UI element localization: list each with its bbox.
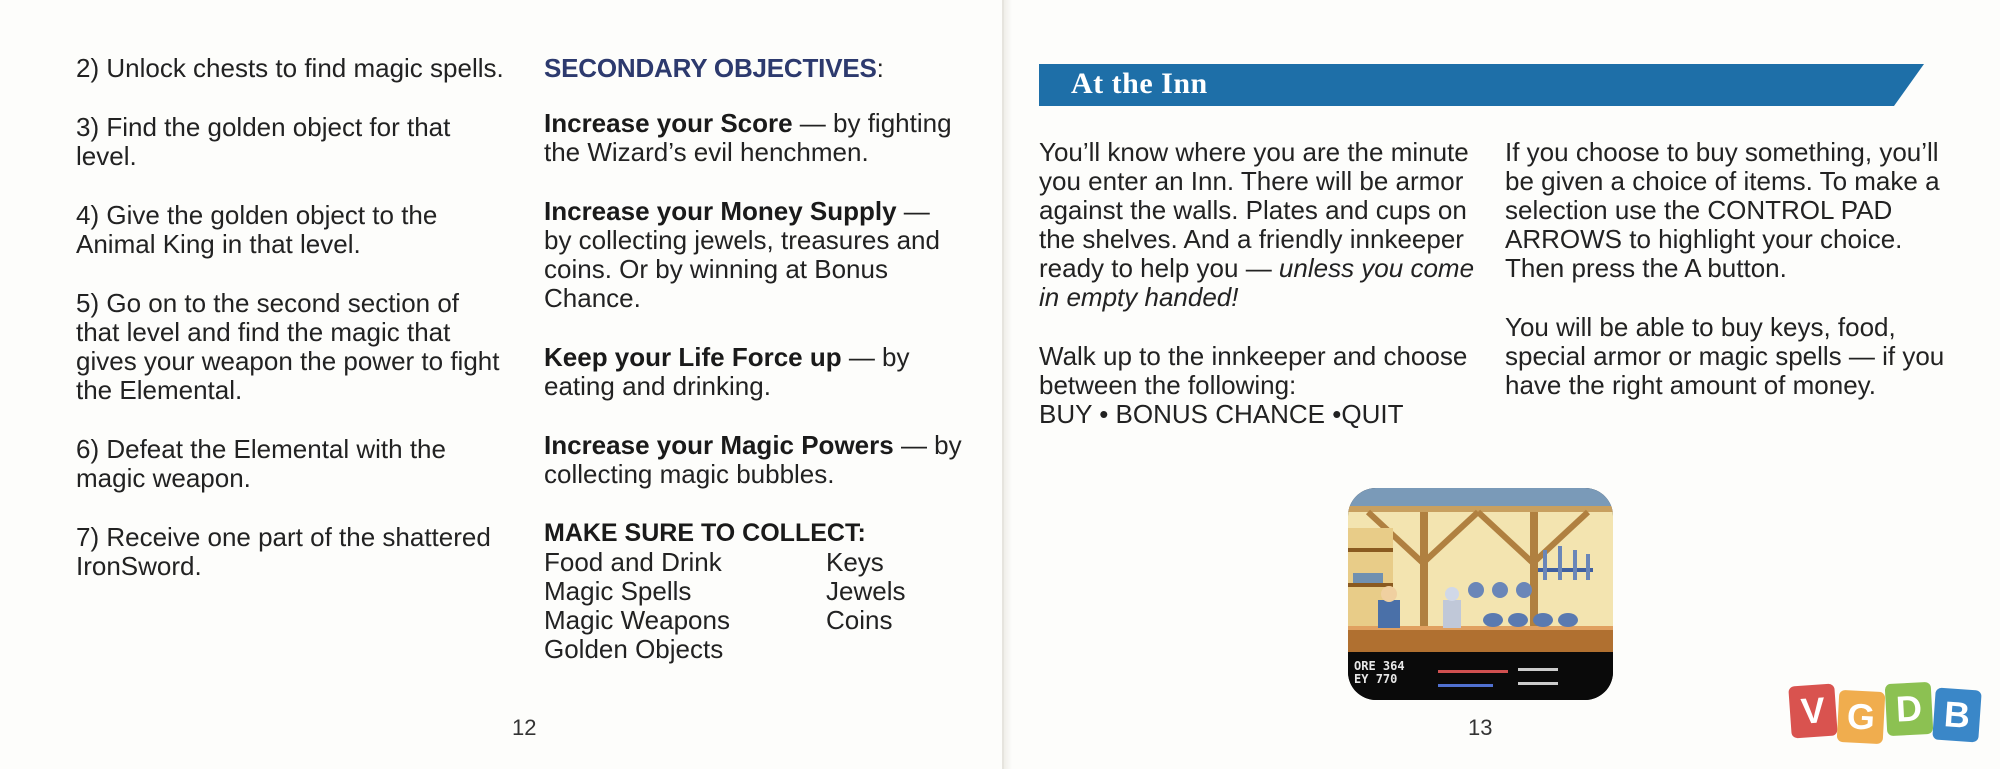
hud-money-value: 770 (1375, 672, 1398, 686)
inn-intro-paragraph (1039, 138, 1479, 312)
left-column-objectives (544, 54, 964, 664)
secondary-heading-colon: : (876, 53, 884, 83)
collect-item: Keys (826, 547, 884, 577)
collect-list (544, 548, 964, 664)
objective-money-title: Increase your Money Supply (544, 196, 897, 226)
step-4: 4) Give the golden object to the Animal King in that level. (76, 200, 438, 259)
objective-score (544, 109, 964, 167)
objective-life-text: — by eating and drinking. (544, 342, 910, 401)
items-paragraph: You will be able to buy keys, food, special armor or magic spells — if you have the right amount of money. (1505, 312, 1945, 400)
step-5: 5) Go on to the second section of that level and find the magic that gives your weapon the power to fight the Elemental. (76, 288, 500, 405)
logo-letter: B (1932, 687, 1982, 742)
collect-heading: MAKE SURE TO COLLECT: (544, 519, 866, 547)
left-column-steps (76, 54, 506, 611)
objective-magic (544, 431, 964, 489)
right-column-1 (1039, 138, 1479, 459)
page-number-right: 13 (1468, 715, 1493, 740)
hud-score-label: ORE (1354, 659, 1376, 673)
objective-life-title: Keep your Life Force up (544, 342, 842, 372)
step-2: 2) Unlock chests to find magic spells. (76, 53, 504, 83)
hud-score-value: 364 (1382, 659, 1405, 673)
logo-letter: G (1837, 690, 1886, 744)
banner-title: At the Inn (1071, 67, 1208, 100)
page-gutter-shadow (1004, 0, 1012, 769)
secondary-objectives-heading (544, 54, 964, 83)
collect-item: Coins (826, 605, 893, 635)
step-6: 6) Defeat the Elemental with the magic weapon. (76, 434, 446, 493)
collect-item: Food and Drink (544, 547, 722, 577)
section-banner (1039, 64, 1924, 106)
collect-item: Magic Spells (544, 576, 692, 606)
hud-money-label: EY (1354, 672, 1369, 686)
objective-money (544, 197, 964, 313)
collect-item: Magic Weapons (544, 605, 730, 635)
objective-magic-title: Increase your Magic Powers (544, 430, 894, 460)
innkeeper-options: BUY • BONUS CHANCE •QUIT (1039, 399, 1404, 429)
right-column-2 (1505, 138, 1945, 430)
buy-paragraph: If you choose to buy something, you’ll be given a choice of items. To make a selection use the CONTROL PAD ARROWS to highlight your choice. Then press the A button. (1505, 137, 1940, 283)
objective-score-text: — by fighting the Wizard’s evil henchmen. (544, 108, 952, 167)
vgdb-watermark-logo (1790, 681, 1990, 743)
collect-item: Jewels (826, 576, 906, 606)
objective-life (544, 343, 964, 401)
step-7: 7) Receive one part of the shattered IronSword. (76, 522, 491, 581)
inn-intro-italic: unless you come in empty handed! (1039, 253, 1475, 312)
objective-score-title: Increase your Score (544, 108, 793, 138)
page-number-left: 12 (512, 715, 537, 740)
logo-letter: V (1788, 683, 1838, 738)
objective-money-text: — by collecting jewels, treasures and coins. Or by winning at Bonus Chance. (544, 196, 940, 313)
objective-magic-text: — by collecting magic bubbles. (544, 430, 962, 489)
innkeeper-text: Walk up to the innkeeper and choose between the following: (1039, 341, 1468, 400)
innkeeper-paragraph (1039, 342, 1479, 429)
screenshot-hud (1354, 660, 1405, 686)
step-3: 3) Find the golden object for that level. (76, 112, 451, 171)
secondary-heading-text: SECONDARY OBJECTIVES (544, 53, 877, 83)
collect-item: Golden Objects (544, 634, 724, 664)
inn-intro-text: You’ll know where you are the minute you enter an Inn. There will be armor against the walls. Plates and cups on the shelves. And a friendly innkeeper ready to help you — (1039, 137, 1469, 283)
logo-letter: D (1885, 682, 1934, 736)
game-screenshot (1348, 488, 1613, 700)
